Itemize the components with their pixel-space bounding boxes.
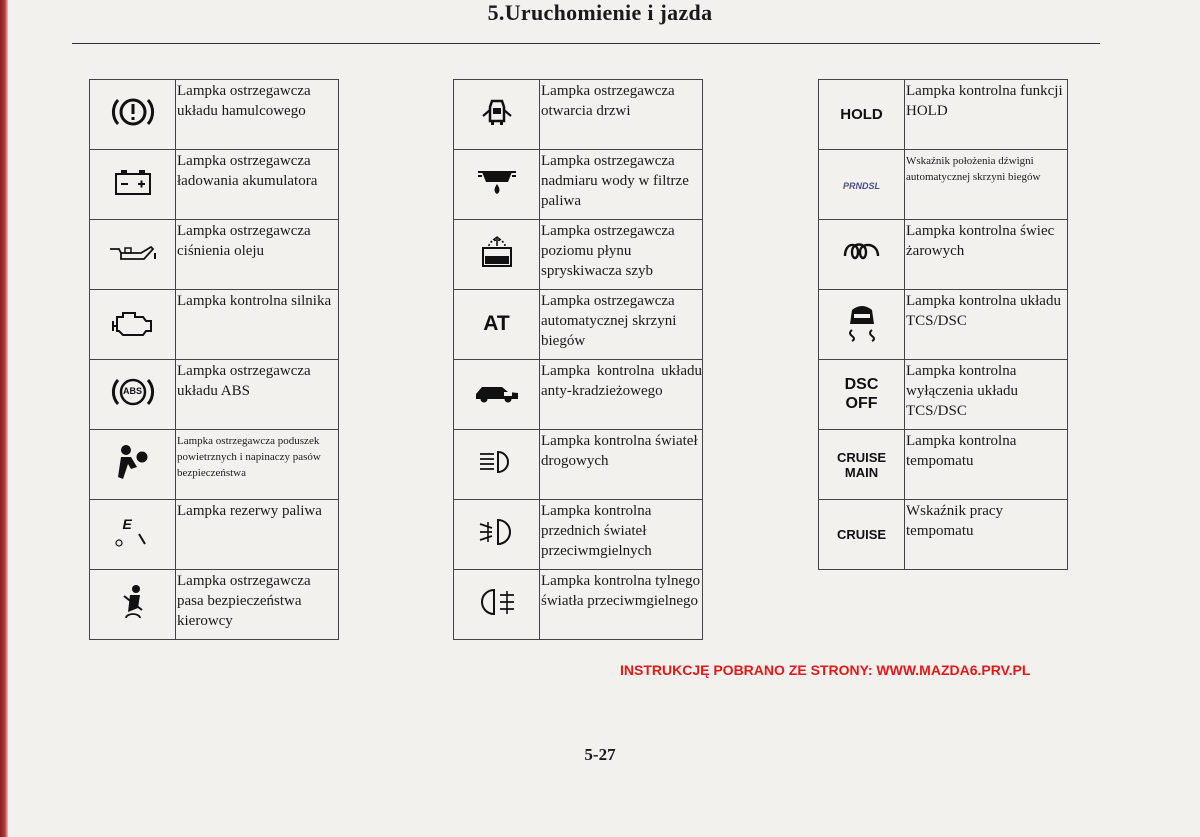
glow-plug-icon: [840, 238, 884, 266]
cruise-main-icon-bottom: MAIN: [844, 464, 879, 480]
table-row: [454, 360, 703, 430]
indicator-table-2: [453, 79, 703, 640]
indicator-label: Lampka kontrolna układu anty-kradzieżowego: [540, 360, 703, 430]
water-in-fuel-icon: [474, 166, 520, 198]
indicator-label: Lampka ostrzegawcza automatycznej skrzyni biegów: [540, 290, 703, 360]
table-row: [819, 430, 1068, 500]
indicator-label: Lampka kontrolna przednich świateł przeciwmgielnych: [540, 500, 703, 570]
indicator-label: Lampka ostrzegawcza ciśnienia oleju: [176, 220, 339, 290]
table-row: [454, 80, 703, 150]
indicator-label: Lampka rezerwy paliwa: [176, 500, 339, 570]
at-icon: AT: [483, 312, 510, 336]
hold-icon: HOLD: [840, 105, 883, 123]
table-row: [90, 290, 339, 360]
table-row: [454, 150, 703, 220]
fuel-gauge-icon: [109, 512, 157, 552]
table-row: [90, 430, 339, 500]
dsc-off-icon-top: DSC: [844, 376, 879, 394]
cruise-icon: CRUISE: [836, 526, 887, 542]
indicator-label: Lampka kontrolna tempomatu: [905, 430, 1068, 500]
rear-fog-icon: [476, 586, 518, 618]
page-title: 5.Uruchomienie i jazda: [487, 0, 713, 25]
indicator-label: Lampka ostrzegawcza otwarcia drzwi: [540, 80, 703, 150]
indicator-label: Lampka ostrzegawcza ładowania akumulatora: [176, 150, 339, 220]
table-row: [90, 500, 339, 570]
car-key-icon: [472, 380, 522, 404]
indicator-label: Lampka kontrolna wyłączenia układu TCS/DSC: [905, 360, 1068, 430]
washer-fluid-icon: [479, 234, 515, 270]
table-row: [90, 220, 339, 290]
page-number: 5-27: [584, 745, 616, 764]
tcs-dsc-icon: [844, 302, 880, 342]
door-open-icon: [480, 95, 514, 129]
table-row: [454, 290, 703, 360]
table-row: [90, 150, 339, 220]
dsc-off-icon: [845, 376, 879, 413]
indicator-table-1: [89, 79, 339, 640]
table-row: [454, 570, 703, 640]
indicator-table-3: [818, 79, 1068, 570]
indicator-label: Lampka ostrzegawcza poziomu płynu spryskiwacza szyb: [540, 220, 703, 290]
fuel-gauge-letter: E: [122, 516, 132, 532]
table-row: [90, 360, 339, 430]
table-row: [90, 80, 339, 150]
table-row: [819, 80, 1068, 150]
battery-icon: [111, 167, 155, 197]
table-row: [454, 430, 703, 500]
abs-icon-label: ABS: [122, 386, 142, 396]
indicator-label: Lampka kontrolna silnika: [176, 290, 339, 360]
table-row: [819, 360, 1068, 430]
engine-icon: [109, 305, 157, 339]
seatbelt-icon: [118, 584, 148, 620]
table-row: [819, 290, 1068, 360]
prndsl-icon: PRNDSL: [842, 180, 880, 191]
indicator-label: Lampka ostrzegawcza układu hamulcowego: [176, 80, 339, 150]
oil-can-icon: [107, 239, 159, 265]
abs-icon: [109, 372, 157, 412]
indicator-label: Wskaźnik położenia dźwigni automatycznej skrzyni biegów: [905, 150, 1068, 220]
indicator-label: Lampka kontrolna układu TCS/DSC: [905, 290, 1068, 360]
indicator-label: Lampka kontrolna świec żarowych: [905, 220, 1068, 290]
table-row: [819, 500, 1068, 570]
indicator-label: Lampka kontrolna funkcji HOLD: [905, 80, 1068, 150]
indicator-label: Lampka ostrzegawcza pasa bezpieczeństwa kierowcy: [176, 570, 339, 640]
indicator-label: Lampka ostrzegawcza układu ABS: [176, 360, 339, 430]
indicator-label: Lampka ostrzegawcza poduszek powietrznych i napinaczy pasów bezpieczeństwa: [176, 430, 339, 500]
indicator-label: Lampka kontrolna świateł drogowych: [540, 430, 703, 500]
table-row: [454, 500, 703, 570]
indicator-label: Wskaźnik pracy tempomatu: [905, 500, 1068, 570]
table-row: [90, 570, 339, 640]
table-row: [819, 220, 1068, 290]
source-link[interactable]: INSTRUKCJĘ POBRANO ZE STRONY: WWW.MAZDA6.PRV.PL: [620, 662, 1031, 678]
page-edge: [0, 0, 8, 837]
front-fog-icon: [476, 516, 518, 548]
high-beam-icon: [476, 448, 518, 476]
header-rule: [72, 43, 1100, 44]
brake-warning-icon: [109, 92, 157, 132]
cruise-main-icon: [837, 451, 886, 481]
indicator-label: Lampka kontrolna tylnego światła przeciwmgielnego: [540, 570, 703, 640]
dsc-off-icon-bottom: OFF: [845, 394, 878, 412]
table-row: [454, 220, 703, 290]
cruise-main-icon-top: CRUISE: [836, 449, 887, 465]
table-row: [819, 150, 1068, 220]
airbag-icon: [113, 443, 153, 481]
indicator-label: Lampka ostrzegawcza nadmiaru wody w filtrze paliwa: [540, 150, 703, 220]
